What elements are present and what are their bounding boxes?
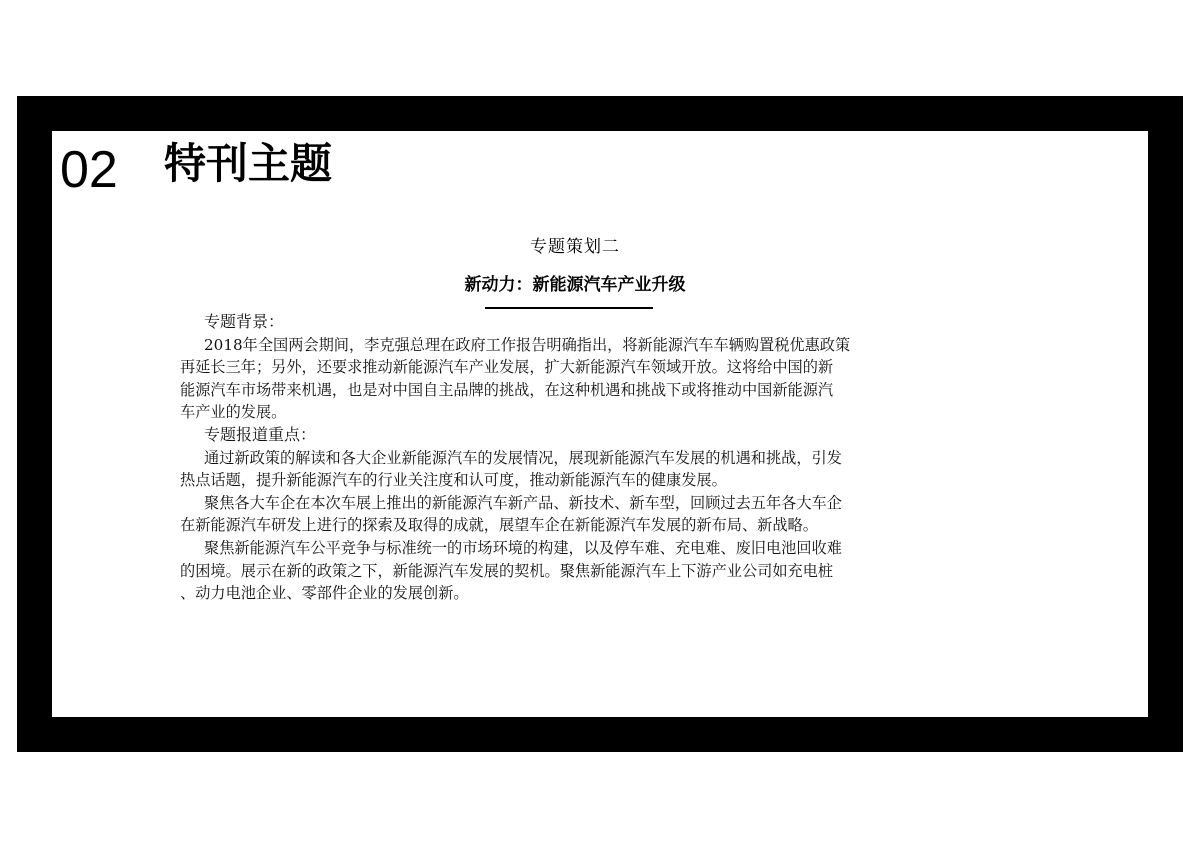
focus-heading: 专题报道重点： [204,424,317,444]
document-subtitle: 专题策划二 [530,237,620,257]
document-body [180,311,1025,605]
background-heading: 专题背景： [204,312,285,331]
focus-paragraph-1: 通过新政策的解读和各大企业新能源汽车的发展情况，展现新能源汽车发展的机遇和挑战，引发 热点话题，提升新能源汽车的行业关注度和认可度，推动新能源汽车的健康发展。 [180,448,842,490]
section-number: 02 [60,141,118,199]
document-title: 新动力：新能源汽车产业升级 [464,275,686,295]
section-title: 特刊主题 [164,139,333,188]
title-underline [485,307,653,309]
focus-paragraph-3: 聚焦新能源汽车公平竞争与标准统一的市场环境的构建，以及停车难、充电难、废旧电池回收难 的困境。展示在新的政策之下，新能源汽车发展的契机。聚焦新能源汽车上下游产业公司如充电桩 、动力电池企业、零部件企业的发展创新。 [180,538,842,603]
focus-paragraph-2: 聚焦各大车企在本次车展上推出的新能源汽车新产品、新技术、新车型，回顾过去五年各大车企 在新能源汽车研发上进行的探索及取得的成就，展望车企在新能源汽车发展的新布局、新战略。 [180,493,842,535]
background-paragraph: 2018年全国两会期间，李克强总理在政府工作报告明确指出，将新能源汽车车辆购置税优惠政策 再延长三年；另外，还要求推动新能源汽车产业发展，扩大新能源汽车领域开放。这将给中国的新 能源汽车市场带来机遇，也是对中国自主品牌的挑战，在这种机遇和挑战下或将推动中国新能源汽 车产业的发展。 [180,335,851,422]
